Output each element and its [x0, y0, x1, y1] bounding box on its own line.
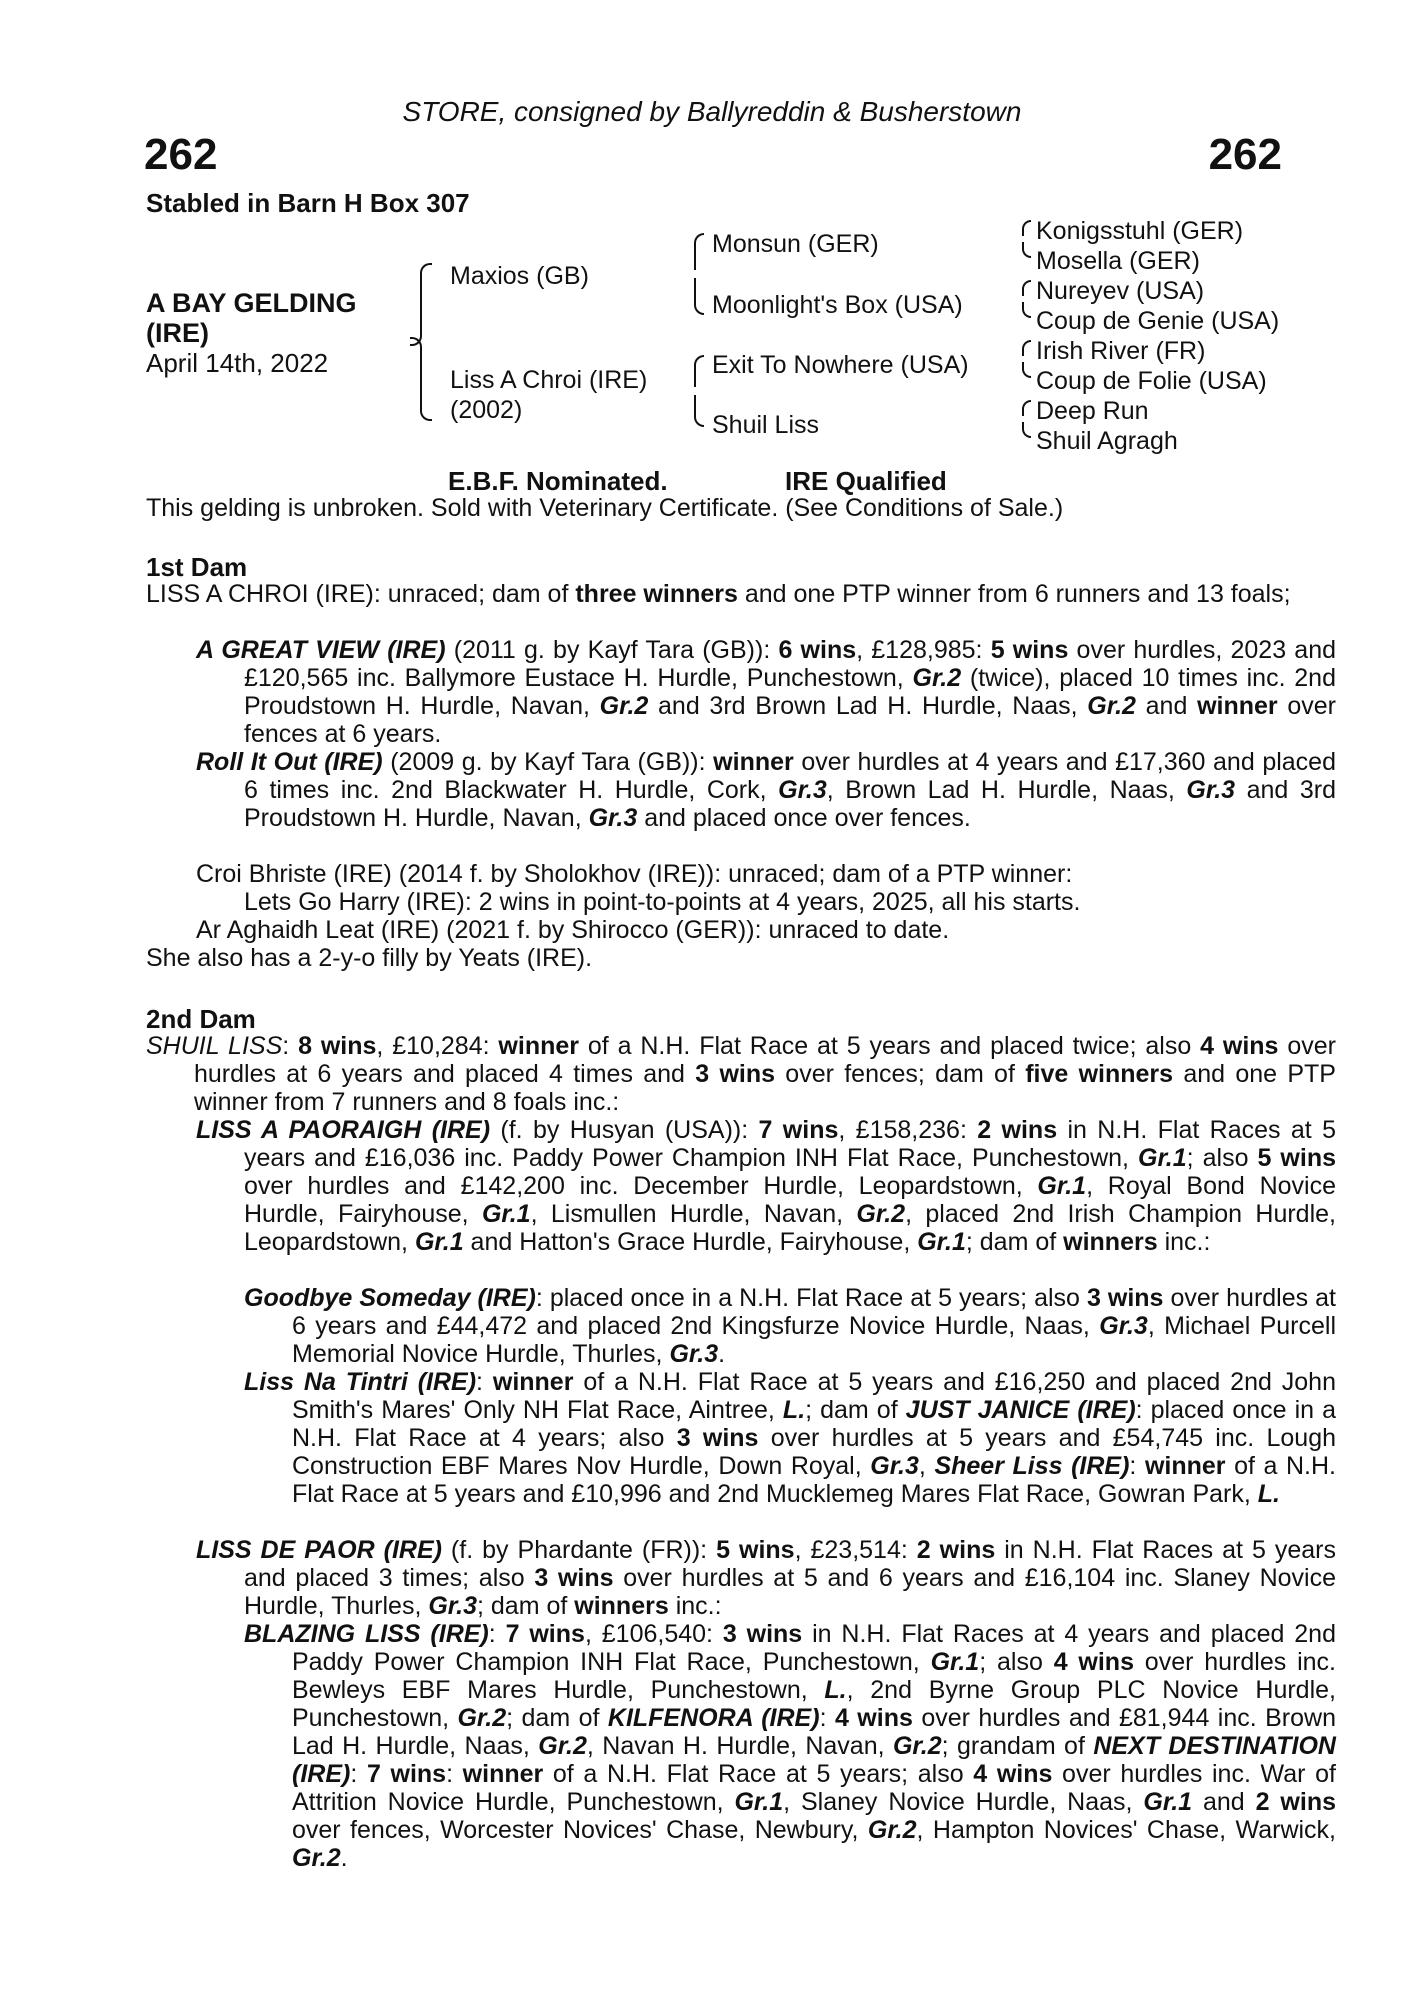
first-dam-produce-3: Croi Bhriste (IRE) (2014 f. by Sholokhov (IRE)): unraced; dam of a PTP winner: [196, 860, 1073, 888]
brace-g3-1 [1022, 220, 1031, 236]
pedigree-g3-1: Konigsstuhl (GER) [1036, 217, 1244, 245]
pedigree-g3-7: Deep Run [1036, 397, 1149, 425]
brace-g3-2b [1022, 302, 1031, 318]
second-dam-produce-liss-a-paoraigh: LISS A PAORAIGH (IRE) (f. by Husyan (USA)): 7 wins, £158,236: 2 wins in N.H. Flat Races at 5 years and £16,036 inc. Paddy Power Champion INH Flat Race, Punchestown, Gr.1; also 5 wins over hurdles and £142,200 inc. December Hurdle, Leopardstown, Gr.1, Royal Bond Novice Hurdle, Fairyhouse, Gr.1, Lismullen Hurdle, Navan, Gr.2, placed 2nd Irish Champion Hurdle, Leopardstown, Gr.1 and Hatton's Grace Hurdle, Fairyhouse, Gr.1; dam of winners inc.: [196, 1116, 1336, 1256]
pedigree-sire-dam: Moonlight's Box (USA) [712, 291, 963, 319]
stabling-info: Stabled in Barn H Box 307 [146, 188, 470, 218]
first-dam-note: She also has a 2-y-o filly by Yeats (IRE). [146, 944, 593, 972]
brace-g3-4b [1022, 422, 1031, 438]
horse-title-line1: A BAY GELDING [146, 288, 357, 318]
consignment-line: STORE, consigned by Ballyreddin & Busherstown [402, 96, 1022, 127]
brace-g3-4 [1022, 400, 1031, 416]
ire-qualified: IRE Qualified [785, 466, 947, 496]
pedigree-g3-5: Irish River (FR) [1036, 337, 1206, 365]
pedigree-sire-sire: Monsun (GER) [712, 230, 879, 258]
pedigree-g3-3: Nureyev (USA) [1036, 277, 1205, 305]
pedigree-sire: Maxios (GB) [450, 262, 589, 290]
brace-sire-bottom [694, 278, 704, 315]
first-dam-produce-4: Ar Aghaidh Leat (IRE) (2021 f. by Shirocco (GER)): unraced to date. [196, 916, 950, 944]
second-dam-intro: SHUIL LISS: 8 wins, £10,284: winner of a N.H. Flat Race at 5 years and placed twice; also 4 wins over hurdles at 6 years and placed 4 times and 3 wins over fences; dam of five winners and one PTP winner from 7 runners and 8 foals inc.: [146, 1032, 1336, 1116]
second-dam-heading: 2nd Dam [146, 1004, 256, 1034]
brace-g3-3 [1022, 340, 1031, 356]
brace-dam-top [694, 355, 704, 387]
brace-g3-1b [1022, 242, 1031, 258]
second-dam-blazing-liss: BLAZING LISS (IRE): 7 wins, £106,540: 3 wins in N.H. Flat Races at 4 years and placed 2nd Paddy Power Champion INH Flat Race, Punchestown, Gr.1; also 4 wins over hurdles inc. Bewleys EBF Mares Hurdle, Punchestown, L., 2nd Byrne Group PLC Novice Hurdle, Punchestown, Gr.2; dam of KILFENORA (IRE): 4 wins over hurdles and £81,944 inc. Brown Lad H. Hurdle, Naas, Gr.2, Navan H. Hurdle, Navan, Gr.2; grandam of NEXT DESTINATION (IRE): 7 wins: winner of a N.H. Flat Race at 5 years; also 4 wins over hurdles inc. War of Attrition Novice Hurdle, Punchestown, Gr.1, Slaney Novice Hurdle, Naas, Gr.1 and 2 wins over fences, Worcester Novices' Chase, Newbury, Gr.2, Hampton Novices' Chase, Warwick, Gr.2. [244, 1620, 1336, 1872]
ebf-nomination: E.B.F. Nominated. [448, 466, 668, 496]
pedigree-dam-name: Liss A Chroi (IRE) [450, 366, 648, 394]
pedigree-g3-4: Coup de Genie (USA) [1036, 307, 1280, 335]
pedigree-g3-6: Coup de Folie (USA) [1036, 367, 1267, 395]
second-dam-liss-na-tintri: Liss Na Tintri (IRE): winner of a N.H. Flat Race at 5 years and £16,250 and placed 2nd John Smith's Mares' Only NH Flat Race, Aintree, L.; dam of JUST JANICE (IRE): placed once in a N.H. Flat Race at 4 years; also 3 wins over hurdles at 5 years and £54,745 inc. Lough Construction EBF Mares Nov Hurdle, Down Royal, Gr.3, Sheer Liss (IRE): winner of a N.H. Flat Race at 5 years and £10,996 and 2nd Mucklemeg Mares Flat Race, Gowran Park, L. [244, 1368, 1337, 1508]
first-dam-produce-1: A GREAT VIEW (IRE) (2011 g. by Kayf Tara (GB)): 6 wins, £128,985: 5 wins over hurdles, 2023 and £120,565 inc. Ballymore Eustace H. Hurdle, Punchestown, Gr.2 (twice), placed 10 times inc. 2nd Proudstown H. Hurdle, Navan, Gr.2 and 3rd Brown Lad H. Hurdle, Naas, Gr.2 and winner over fences at 6 years. [196, 636, 1337, 748]
pedigree-dam-sire: Exit To Nowhere (USA) [712, 351, 969, 379]
foaling-date: April 14th, 2022 [146, 348, 329, 378]
pedigree-g3-8: Shuil Agragh [1036, 427, 1178, 455]
brace-gen1-top [420, 263, 432, 337]
second-dam-produce-liss-de-paor: LISS DE PAOR (IRE) (f. by Phardante (FR)): 5 wins, £23,514: 2 wins in N.H. Flat Races at 5 years and placed 3 times; also 3 wins over hurdles at 5 and 6 years and £16,104 inc. Slaney Novice Hurdle, Thurles, Gr.3; dam of winners inc.: [196, 1536, 1336, 1620]
horse-title [146, 288, 416, 348]
first-dam-intro: LISS A CHROI (IRE): unraced; dam of three winners and one PTP winner from 6 runners and 13 foals; [146, 580, 1291, 608]
first-dam-produce-3-sub: Lets Go Harry (IRE): 2 wins in point-to-points at 4 years, 2025, all his starts. [244, 888, 1081, 916]
brace-sire-top [694, 233, 704, 270]
pedigree-g3-2: Mosella (GER) [1036, 247, 1200, 275]
pedigree-dam-dam: Shuil Liss [712, 411, 819, 439]
brace-gen1-bottom [420, 347, 432, 421]
sale-note: This gelding is unbroken. Sold with Veterinary Certificate. (See Conditions of Sale.) [146, 494, 1064, 522]
brace-dam-bottom [694, 395, 704, 427]
first-dam-produce-2: Roll It Out (IRE) (2009 g. by Kayf Tara (GB)): winner over hurdles at 4 years and £17,360 and placed 6 times inc. 2nd Blackwater H. Hurdle, Cork, Gr.3, Brown Lad H. Hurdle, Naas, Gr.3 and 3rd Proudstown H. Hurdle, Navan, Gr.3 and placed once over fences. [196, 748, 1336, 832]
brace-g3-3b [1022, 362, 1031, 378]
first-dam-heading: 1st Dam [146, 552, 248, 582]
pedigree-dam-year: (2002) [450, 396, 523, 424]
lot-number-left: 262 [144, 130, 218, 179]
second-dam-goodbye-someday: Goodbye Someday (IRE): placed once in a N.H. Flat Race at 5 years; also 3 wins over hurdles at 6 years and £44,472 and placed 2nd Kingsfurze Novice Hurdle, Naas, Gr.3, Michael Purcell Memorial Novice Hurdle, Thurles, Gr.3. [244, 1284, 1336, 1368]
brace-g3-2 [1022, 280, 1031, 296]
lot-number-right: 262 [1208, 130, 1282, 179]
horse-title-line2: (IRE) [146, 318, 209, 348]
